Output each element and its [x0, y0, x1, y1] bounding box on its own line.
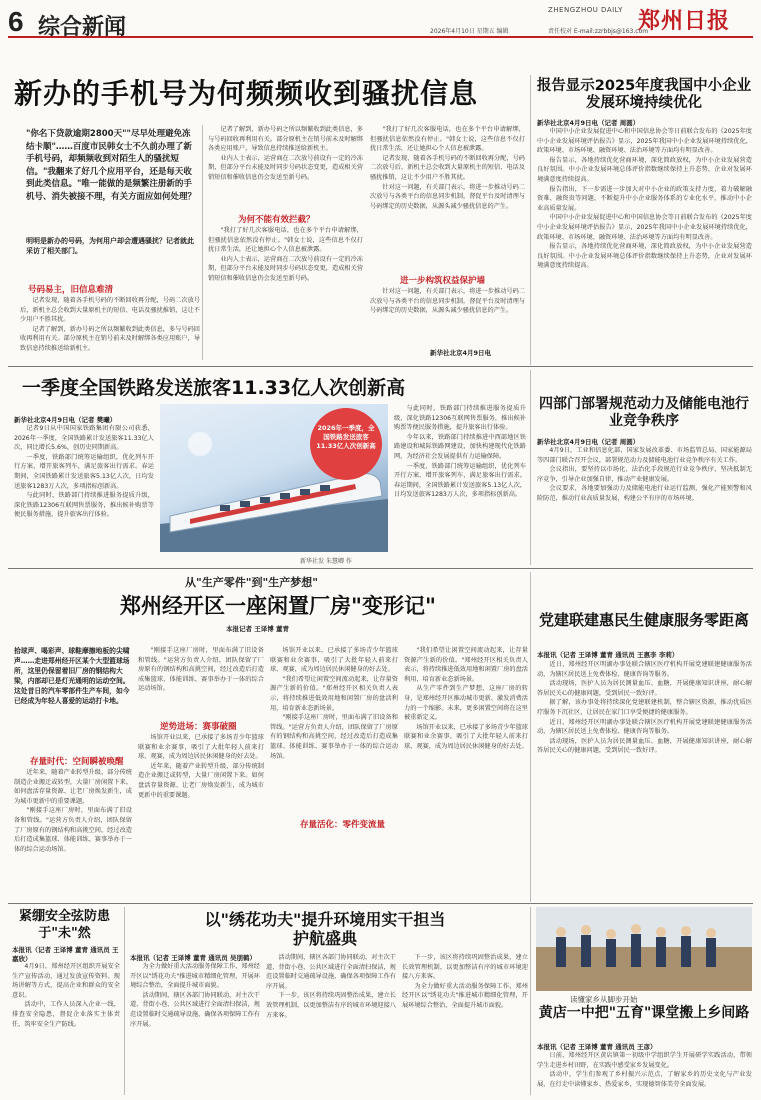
story1-para: 记者了解到，新办号码之所以频繁收到此类信息，多与号码回收再利用有关。部分原机主在销号前未及时解绑各类应用账户，导致信息持续推送给新机主。 — [208, 126, 363, 153]
story1-subhead-2: 为何不能有效拦截？ — [238, 215, 315, 225]
story6-para: 活动现场，医护人员为居民测量血压、血糖，开展健康知识讲座，耐心解答居民关心的健康问题，受到居民一致好评。 — [537, 737, 752, 755]
story4-headline: 四部门部署规范动力及储能电池行业竞争秩序 — [539, 396, 749, 429]
story8-headline: 以"绣花功夫"提升环境用实干担当护航盛典 — [204, 910, 446, 948]
story1-para: 业内人士表示，运营商在二次放号前设有一定的冷冻期，但部分平台未能及时同步号码状态变更，造成相关营销短信和催收信息仍会发送至新号码。 — [208, 255, 363, 282]
story1-para: "我打了好几次客服电话，也在多个平台申请解绑，但骚扰信息依然没有停止。"韩女士说，这些信息不仅打扰日常生活，还让她担心个人信息被泄露。 — [208, 227, 363, 254]
story6-byline: 本报讯（记者 王译博 董青 通讯员 王惠李 李莉） — [537, 651, 679, 659]
story5-col2b — [138, 733, 264, 895]
story9-para: 活动中，学生们参观了乡村振兴示范点，了解家乡的历史文化与产业发展，在行走中读懂家乡、热爱家乡，实现德智体美劳全面发展。 — [537, 1071, 752, 1088]
story3-byline: 新华社北京4月9日电（记者 樊曦） — [14, 416, 117, 424]
story3-body — [14, 424, 154, 564]
story6-para: 据了解，该办事处将持续深化党建联建机制，整合辖区资源，推动优质医疗服务下沉社区，让居民在家门口享受便捷的健康服务。 — [537, 699, 752, 716]
story4-body — [537, 446, 752, 564]
story2-para: 报告显示，各地持续优化营商环境，深化简政放权，为中小企业发展营造良好氛围。中小企业发展环境总体评价指数继续保持上升态势，企业对发展环境满意度持续提高。 — [537, 243, 752, 270]
story5-para: "刚接手这座厂房时，里面布满了旧设备和管线。"运营方负责人介绍，团队保留了厂房原有的钢结构和高挑空间，经过改造后打造成集篮球、体能训练、赛事举办于一体的综合运动场馆。 — [138, 647, 264, 693]
story3-para: 一季度，铁路部门统筹运输组织，优化列车开行方案，增开旅客列车，满足旅客出行需求。春运期间，全国铁路累计发送旅客5.13亿人次，日均发送旅客1283万人次，多项指标创新高。 — [14, 453, 154, 490]
photo-caption: 新华社发 朱慧卿 作 — [300, 558, 352, 565]
story5-subhead-1: 存量时代：空间瞬被唤醒 — [30, 757, 124, 767]
masthead — [8, 4, 753, 38]
story2-body — [537, 127, 752, 362]
story1-para: 业内人士表示，运营商在二次放号前设有一定的冷冻期，但部分平台未能及时同步号码状态变更，造成相关营销短信和催收信息仍会发送至新号码。 — [208, 154, 363, 181]
story5-para: 近年来，随着产业转型升级，部分传统制造企业搬迁或转型，大量厂房闲置下来。如何盘活存量资源、让老厂房焕发新生，成为城市更新中的重要课题。 — [138, 762, 264, 799]
story1-headline: 新办的手机号为何频频收到骚扰信息 — [14, 77, 479, 110]
story8-col2 — [266, 953, 396, 1092]
story1-col3b — [370, 287, 525, 345]
story1-para: 针对这一问题，有关部门表示，将进一步推动号码二次放号与各类平台的信息同步机制，督促平台及时清理与号码绑定的历史数据，从源头减少骚扰信息的产生。 — [370, 288, 525, 315]
story1-para: 记者了解到，新办号码之所以频繁收到此类信息，多与号码回收再利用有关。部分原机主在销号前未及时解绑各类应用账户，导致信息持续推送给新机主。 — [20, 325, 200, 352]
story2-byline: 新华社北京4月9日电（记者 周圆） — [537, 119, 640, 127]
story7-para: 活动中，工作人员深入企业一线，排查安全隐患，督促企业落实主体责任，筑牢安全生产防线。 — [12, 1001, 120, 1028]
story1-para: "我打了好几次客服电话，也在多个平台申请解绑，但骚扰信息依然没有停止。"韩女士说，这些信息不仅打扰日常生活，还让她担心个人信息被泄露。 — [370, 126, 525, 153]
story5-col3 — [270, 646, 398, 895]
story8-para: 下一步，该区将持续巩固整治成果，建立长效管理机制，以更加整洁有序的城市环境迎接八方来客。 — [402, 954, 528, 981]
story8-para: 活动期间，辖区各部门协同联动，对主次干道、背街小巷、公共区域进行全面清扫保洁，规范设置临时交通疏导设施，确保各项保障工作有序开展。 — [266, 954, 396, 990]
story9-kicker: 读懂家乡从脚步开始 — [570, 995, 638, 1004]
story4-para: 4月9日，工业和信息化部、国家发展改革委、市场监管总局、国家能源局等四部门联合召开会议，部署规范动力及储能电池行业竞争秩序有关工作。 — [537, 447, 752, 464]
story1-para: 记者发现，随着各手机号码的不断回收再分配，号码二次放号后，新机主总会收到大量原机主的短信、电话及骚扰推销，这让不少用户不胜其扰。 — [370, 154, 525, 181]
story1-lead2: 明明是新办的号码，为何用户却会遭遇骚扰？记者就此采访了相关部门。 — [26, 237, 194, 255]
story1-col2b — [208, 226, 363, 358]
story8-para: 下一步，该区将持续巩固整治成果，建立长效管理机制，以更加整洁有序的城市环境迎接八方来客。 — [266, 992, 396, 1019]
story1-para: 记者发现，随着各手机号码的不断回收再分配，号码二次放号后，新机主总会收到大量原机主的短信、电话及骚扰推销，这让不少用户不胜其扰。 — [20, 297, 200, 324]
story5-para: 近年来，随着产业转型升级，部分传统制造企业搬迁或转型，大量厂房闲置下来。如何盘活存量资源、让老厂房焕发新生，成为城市更新中的重要课题。 — [14, 769, 132, 805]
story8-para: 活动期间，辖区各部门协同联动，对主次干道、背街小巷、公共区域进行全面清扫保洁，规范设置临时交通疏导设施，确保各项保障工作有序开展。 — [130, 991, 260, 1028]
story6-headline: 党建联建惠民生健康服务零距离 — [538, 611, 749, 629]
story5-para: "我们希望让闲置空间流动起来，让存量资源产生新的价值。"郑州经开区相关负责人表示，将持续推进低效用地和闲置厂房的盘活利用，培育新业态新场景。 — [270, 675, 398, 712]
story8-col1 — [130, 962, 260, 1092]
story8-para: 为全力做好重大活动服务保障工作，郑州经开区以"绣花功夫"推进城市精细化管理，开展环境综合整治，全面提升城市面貌。 — [130, 963, 260, 990]
story5-lead: 拾球声、喝彩声、球鞋摩擦地板的尖啸声……走进郑州经开区某个大型篮球场所，这里仍保留着旧厂房的钢结构大梁，内部却已是灯光通明的运动空间。这处昔日的汽车零部件生产车间，如今已经成为年轻人喜爱的运动打卡地。 — [14, 647, 130, 705]
story1-subhead-3: 进一步构筑权益保护墙 — [400, 276, 486, 286]
story6-body — [537, 660, 752, 900]
story5-para: "我们希望让闲置空间流动起来，让存量资源产生新的价值。"郑州经开区相关负责人表示，将持续推进低效用地和闲置厂房的盘活利用，培育新业态新场景。 — [404, 647, 528, 683]
story4-para: 会议指出，要坚持以市场化、法治化手段规范行业竞争秩序，坚决抵制无序竞争，引导企业加强自律，推动产业健康发展。 — [537, 466, 752, 483]
photo-bubble: 2026年一季度，全国铁路发送旅客11.33亿人次创新高 — [310, 408, 382, 480]
story2-para: 中国中小企业发展促进中心和中国信息协会等日前联合发布的《2025年度中小企业发展环境评估报告》显示，2025年我国中小企业发展环境持续优化，政策环境、市场环境、融资环境、法治环境等方面均有明显改善。 — [537, 128, 752, 155]
story6-para: 近日，郑州经开区明湖办事处联合辖区医疗机构开展党建联建健康服务活动，为辖区居民送上免费体检、健康咨询等服务。 — [537, 718, 752, 736]
story7-headline: 紧绷安全弦防患于"未"然 — [18, 909, 110, 941]
story9-body — [537, 1051, 752, 1095]
railway-illustration — [160, 404, 388, 552]
story5-col1 — [14, 768, 132, 895]
story1-lead-text: "你名下贷款逾期2800天""尽早处理避免冻结卡顺"……百度市民韩女士不久前办理了新手机号码，却频频收到对陌生人的骚扰短信。"我翻来了好几个应用平台，还是每天收到此类信息。"唯一能做的是频繁注册新的手机号、消失被接不理，有关方面应如何处理？ — [26, 129, 197, 202]
story8-col3 — [402, 953, 528, 1092]
story5-headline: 郑州经开区一座闲置厂房"变形记" — [120, 594, 436, 618]
story1-col2 — [208, 125, 363, 205]
section-name: 综合新闻 — [38, 15, 127, 40]
story5-para: "刚接手这座厂房时，里面布满了旧设备和管线。"运营方负责人介绍，团队保留了厂房原有的钢结构和高挑空间，经过改造后打造成集篮球、体能训练、赛事举办于一体的综合运动场馆。 — [270, 714, 398, 760]
students-graphic — [536, 907, 752, 991]
story4-byline: 新华社北京4月9日电（记者 周圆） — [537, 438, 640, 446]
story2-headline: 报告显示2025年度我国中小企业发展环境持续优化 — [536, 78, 752, 111]
story5-col2 — [138, 646, 264, 716]
story1-col1 — [20, 296, 200, 358]
story2-para: 报告指出，下一步需进一步加大对中小企业的政策支持力度，着力破解融资难、融资贵等问题，不断提升中小企业服务体系的专业化水平，推动中小企业高质量发展。 — [537, 185, 752, 212]
story5-byline: 本报记者 王译博 董青 — [226, 625, 290, 633]
story5-para: "刚接手这座厂房时，里面布满了旧设备和管线。"运营方负责人介绍，团队保留了厂房原有的钢结构和高挑空间，经过改造后打造成集篮球、体能训练、赛事举办于一体的综合运动场馆。 — [14, 807, 132, 853]
story3-body-2 — [394, 404, 526, 564]
editor-line: 责任校对 E-mail:zzrbbjs@163.com — [548, 28, 649, 35]
story5-para: 场馆开业以来，已承接了多场青少年篮球联赛和业余赛事，吸引了大批年轻人前来打球、观赛，成为周边居民休闲健身的好去处。 — [138, 734, 264, 761]
story8-para: 为全力做好重大活动服务保障工作，郑州经开区以"绣花功夫"推进城市精细化管理，开展环境综合整治，全面提升城市面貌。 — [402, 982, 528, 1009]
story9-headline: 黄店一中把"五育"课堂搬上乡间路 — [538, 1005, 750, 1021]
students-photo — [536, 907, 752, 991]
story6-para: 活动现场，医护人员为居民测量血压、血糖，开展健康知识讲座，耐心解答居民关心的健康问题，受到居民一致好评。 — [537, 680, 752, 697]
story5-col4 — [404, 646, 528, 895]
story3-para: 与此同时，铁路部门持续推进服务提质升级，深化铁路12306互联网售票服务，推出候补购票等便民服务措施，提升旅客出行体验。 — [14, 492, 154, 519]
story5-para: 从生产零件到生产梦想，这座厂房的转身，是郑州经开区推动城市更新、激发消费活力的一个缩影。未来，更多闲置空间将在这里被重新定义。 — [404, 685, 528, 722]
story3-para: 今年以来，铁路部门持续推进中西部地区铁路建设和城际铁路网建设，加快构建现代化铁路网，为经济社会发展提供有力运输保障。 — [394, 433, 526, 460]
newspaper-english-name: ZHENGZHOU DAILY — [548, 6, 623, 14]
story1-lead — [26, 128, 198, 233]
story8-byline: 本报讯（记者 王译博 董青 通讯员 吴朋鹤） — [130, 954, 257, 962]
page-number: 6 — [8, 6, 24, 37]
story1-byline: 新华社北京4月9日电 — [430, 349, 492, 357]
story5-para: 场馆开业以来，已承接了多场青少年篮球联赛和业余赛事，吸引了大批年轻人前来打球、观赛，成为周边居民休闲健身的好去处。 — [404, 723, 528, 750]
story1-para: 针对这一问题，有关部门表示，将进一步推动号码二次放号与各类平台的信息同步机制，督促平台及时清理与号码绑定的历史数据，从源头减少骚扰信息的产生。 — [370, 183, 525, 210]
story4-para: 会议要求，各地要加强动力及储能电池行业运行监测，强化产能预警和风险防范，推动行业高质量发展，构建公平有序的市场环境。 — [537, 485, 752, 502]
issue-date: 2026年4月10日 星期五 编辑 — [430, 28, 509, 35]
story3-headline: 一季度全国铁路发送旅客11.33亿人次创新高 — [22, 377, 406, 399]
story6-para: 近日，郑州经开区明湖办事处联合辖区医疗机构开展党建联建健康服务活动，为辖区居民送上免费体检、健康咨询等服务。 — [537, 661, 752, 678]
story5-subhead-3: 存量活化：零件变流量 — [300, 820, 386, 830]
story3-para: 一季度，铁路部门统筹运输组织，优化列车开行方案，增开旅客列车，满足旅客出行需求。春运期间，全国铁路累计发送旅客5.13亿人次，日均发送旅客1283万人次，多项指标创新高。 — [394, 462, 526, 499]
story5-para: 场馆开业以来，已承接了多场青少年篮球联赛和业余赛事，吸引了大批年轻人前来打球、观赛，成为周边居民休闲健身的好去处。 — [270, 647, 398, 674]
story1-col3 — [370, 125, 525, 270]
story9-para: 日前，郑州经开区黄店镇第一初级中学组织学生开展研学实践活动，带领学生走进乡村田野，在实践中感受家乡发展变化。 — [537, 1052, 752, 1069]
newspaper-logo: 郑州日报 — [638, 8, 731, 34]
story3-para: 记者9日从中国国家铁路集团有限公司获悉，2026年一季度，全国铁路累计发送旅客11.33亿人次，同比增长5.6%，创历史同期新高。 — [14, 425, 154, 452]
story9-byline: 本报讯（记者 王译博 董青 通讯员 王彦） — [537, 1043, 657, 1051]
story7-para: 4月9日，郑州经开区组织开展安全生产宣传活动，通过发放宣传资料、现场讲解等方式，提高企业和群众的安全意识。 — [12, 963, 120, 999]
story7-body — [12, 962, 120, 1092]
story5-kicker: 从"生产零件"到"生产梦想" — [185, 576, 318, 589]
story1-subhead-1: 号码易主，旧信息难清 — [28, 285, 114, 295]
story3-para: 与此同时，铁路部门持续推进服务提质升级，深化铁路12306互联网售票服务，推出候补购票等便民服务措施，提升旅客出行体验。 — [394, 405, 526, 432]
story5-subhead-2: 逆势进场：赛事破圈 — [160, 722, 237, 732]
story2-para: 报告显示，各地持续优化营商环境，深化简政放权，为中小企业发展营造良好氛围。中小企业发展环境总体评价指数继续保持上升态势，企业对发展环境满意度持续提高。 — [537, 156, 752, 183]
story7-byline: 本报讯（记者 王译博 董青 通讯员 王嘉欣） — [12, 946, 119, 963]
story2-para: 中国中小企业发展促进中心和中国信息协会等日前联合发布的《2025年度中小企业发展环境评估报告》显示，2025年我国中小企业发展环境持续优化，政策环境、市场环境、融资环境、法治环境等方面均有明显改善。 — [537, 214, 752, 241]
